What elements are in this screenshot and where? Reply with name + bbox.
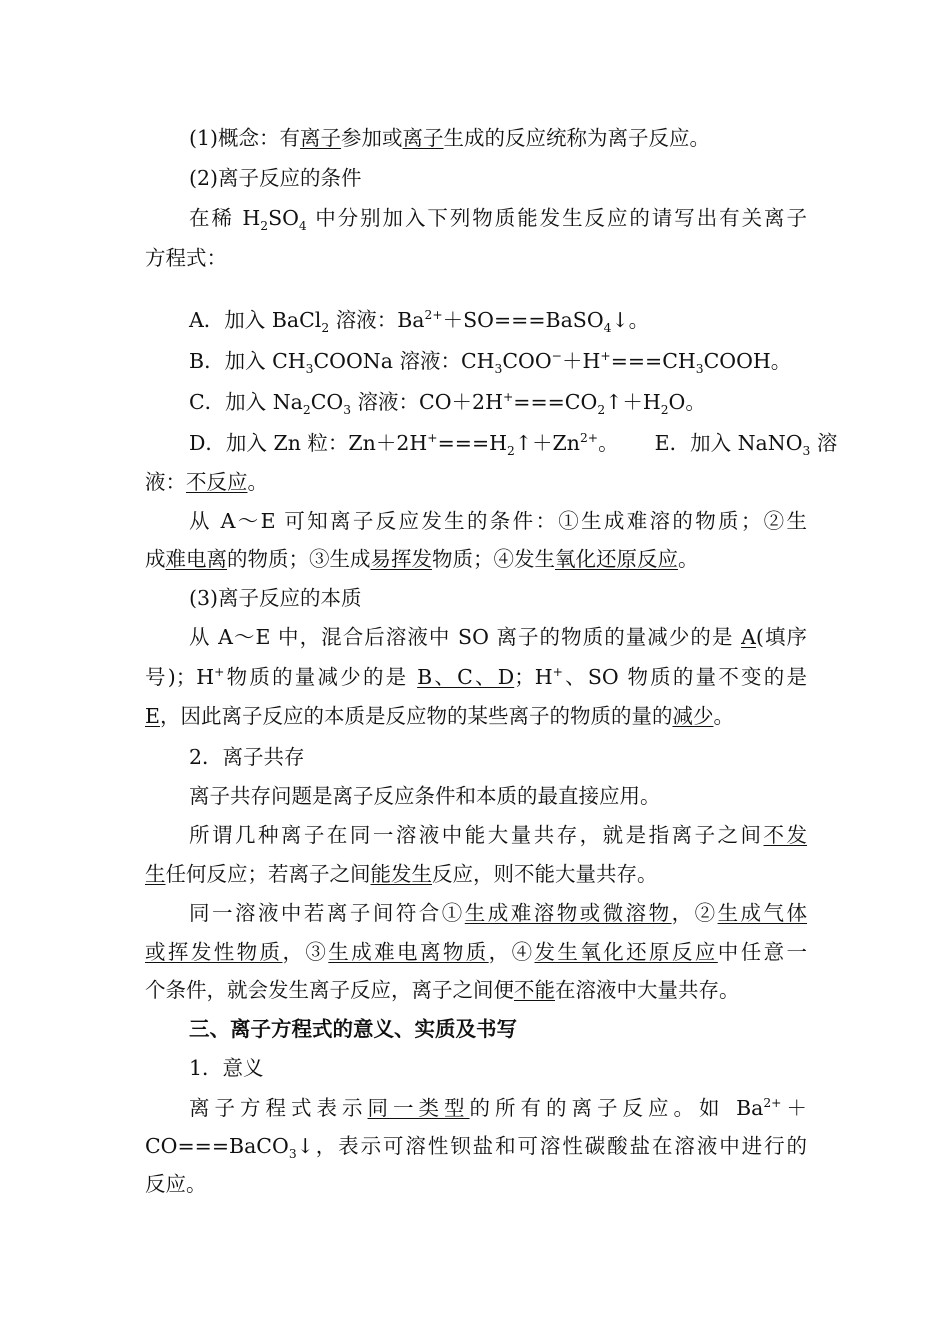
- blank-answer: 不反应: [186, 470, 248, 494]
- section-3-heading: 三、离子方程式的意义、实质及书写: [189, 1017, 517, 1041]
- meaning-line-3: 反应。: [145, 1172, 207, 1196]
- blank-answer: A: [741, 625, 756, 649]
- essence-line-3: E，因此离子反应的本质是反应物的某些离子的物质的量的减少。: [145, 704, 734, 728]
- blank-answer: 同一类型: [367, 1096, 470, 1120]
- item-b: B．加入 $CH_3COONa$ 溶液：$CH_3COO^-+H^+===CH_3COOH$。: [189, 349, 792, 377]
- intro-line-2: 方程式：: [145, 246, 227, 270]
- blank-answer: 不发: [763, 823, 808, 847]
- summary-line-1: 从 A～E 可知离子反应发生的条件：①生成难溶的物质；②生: [189, 509, 807, 533]
- blank-answer: 或挥发性物质: [145, 940, 283, 964]
- coexist-p3-line-2: 或挥发性物质，③生成难电离物质，④发生氧化还原反应中任意一: [145, 940, 808, 964]
- blank-answer: 难电离: [165, 547, 227, 571]
- meaning-line-2: CO===BaCO$_3$↓，表示可溶性钡盐和可溶性碳酸盐在溶液中进行的: [145, 1134, 807, 1162]
- coexist-p2-line-2: 生任何反应；若离子之间能发生反应，则不能大量共存。: [145, 862, 658, 886]
- item-d-e: D．加入 Zn 粒：$Zn+2H^+===H_2↑+Zn^{2+}$。 E．加入 NaNO$_3$ 溶: [189, 431, 838, 459]
- item-c: C．加入 $Na_2CO_3$ 溶液：$CO+2H^+===CO_2↑+H_2O$。: [189, 390, 706, 418]
- blank-answer: 不能: [514, 978, 555, 1002]
- coexist-p3-line-3: 个条件，就会发生离子反应，离子之间便不能在溶液中大量共存。: [145, 978, 740, 1002]
- blank-answer: B、C、D: [417, 665, 515, 689]
- conditions-heading: (2)离子反应的条件: [189, 166, 362, 190]
- intro-line-1: 在稀 $H_2SO_4$ 中分别加入下列物质能发生反应的请写出有关离子: [189, 206, 808, 234]
- item-e-cont: 液：不反应。: [145, 470, 268, 494]
- essence-heading: (3)离子反应的本质: [189, 586, 362, 610]
- blank-answer: 易挥发: [370, 547, 432, 571]
- blank-answer: 发生氧化还原反应: [534, 940, 718, 964]
- essence-line-1: 从 A～E 中，混合后溶液中 SO 离子的物质的量减少的是 A(填序: [189, 625, 808, 649]
- blank-answer: 生: [145, 862, 166, 886]
- blank-answer: E: [145, 704, 160, 728]
- coexist-paragraph-1: 离子共存问题是离子反应条件和本质的最直接应用。: [189, 784, 661, 808]
- coexist-p2-line-1: 所谓几种离子在同一溶液中能大量共存，就是指离子之间不发: [189, 823, 808, 847]
- blank-answer: 能发生: [370, 862, 432, 886]
- blank-answer: 氧化还原反应: [555, 547, 678, 571]
- blank-answer: 离子: [402, 126, 444, 150]
- meaning-heading: 1．意义: [189, 1056, 264, 1080]
- blank-answer: 生成难溶物或微溶物: [464, 901, 672, 925]
- concept-paragraph: (1)概念：有离子参加或离子生成的反应统称为离子反应。: [189, 126, 711, 150]
- coexist-heading: 2．离子共存: [189, 745, 305, 769]
- item-a: A．加入 BaCl$_2$ 溶液：$Ba^{2+}+SO===BaSO_4↓$。: [189, 308, 650, 336]
- blank-answer: 离子: [300, 126, 342, 150]
- essence-line-2: 号)；H+物质的量减少的是 B、C、D；H+、SO 物质的量不变的是: [145, 665, 807, 689]
- meaning-line-1: 离子方程式表示同一类型的所有的离子反应。如 $Ba^{2+}+$: [189, 1096, 808, 1120]
- summary-line-2: 成难电离的物质；③生成易挥发物质；④发生氧化还原反应。: [145, 547, 699, 571]
- blank-answer: 减少: [672, 704, 714, 728]
- blank-answer: 生成气体: [717, 901, 808, 925]
- blank-answer: 生成难电离物质: [328, 940, 489, 964]
- coexist-p3-line-1: 同一溶液中若离子间符合①生成难溶物或微溶物，②生成气体: [189, 901, 808, 925]
